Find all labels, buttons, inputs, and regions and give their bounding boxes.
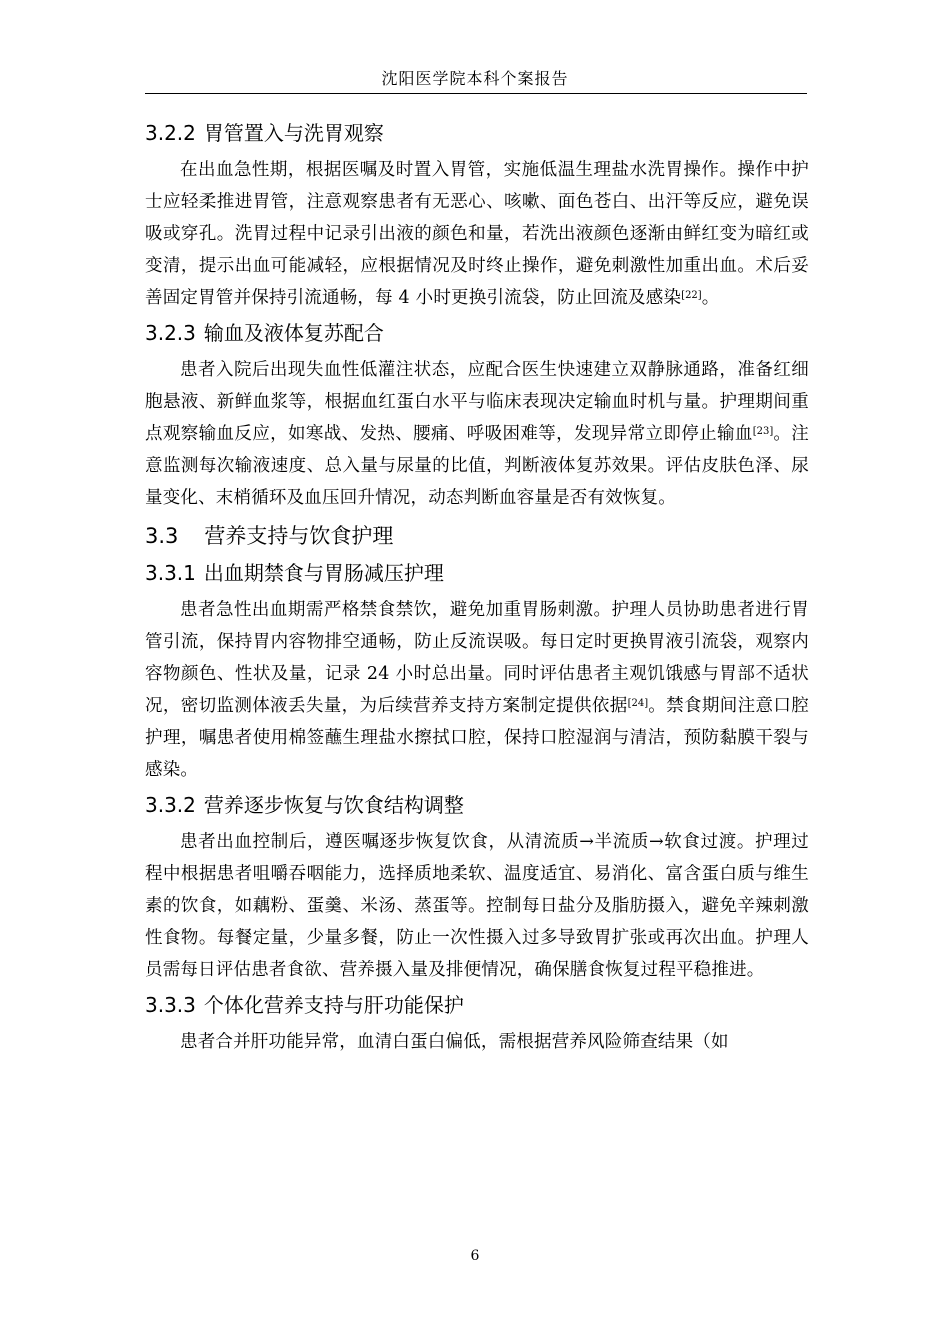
paragraph-text: 患者入院后出现失血性低灌注状态，应配合医生快速建立双静脉通路，准备红细胞悬液、新鲜血浆等，根据血红蛋白水平与临床表现决定输血时机与量。护理期间重点观察输血反应，如寒战、发热、腰痛、呼吸困难等，发现异常立即停止输血 [145,360,809,444]
heading-3-3-3 [145,990,809,1020]
paragraph-text: 在出血急性期，根据医嘱及时置入胃管，实施低温生理盐水洗胃操作。操作中护士应轻柔推进胃管，注意观察患者有无恶心、咳嗽、面色苍白、出汗等反应，避免误吸或穿孔。洗胃过程中记录引出液的颜色和量，若洗出液颜色逐渐由鲜红变为暗红或变清，提示出血可能减轻，应根据情况及时终止操作，避免刺激性加重出血。术后妥善固定胃管并保持引流通畅，每 4 小时更换引流袋，防止回流及感染 [145,160,809,308]
paragraph-text: 。禁食期间注意口腔护理，嘱患者使用棉签蘸生理盐水擦拭口腔，保持口腔湿润与清洁，预防黏膜干裂与感染。 [145,696,809,780]
section-title: 胃管置入与洗胃观察 [203,121,384,145]
section-number: 3.3.1 [145,561,196,585]
document-body [145,114,809,1058]
section-number: 3.2.2 [145,121,196,145]
heading-3-3-2 [145,790,809,820]
paragraph-text: 患者急性出血期需严格禁食禁饮，避免加重胃肠刺激。护理人员协助患者进行胃管引流，保持胃内容物排空通畅，防止反流误吸。每日定时更换胃液引流袋，观察内容物颜色、性状及量，记录 24 小时总出量。同时评估患者主观饥饿感与胃部不适状况，密切监测体液丢失量，为后续营养支持方案制定提供依据 [145,600,809,716]
section-number: 3.3.2 [145,793,196,817]
citation-ref: [22] [681,290,702,301]
section-title: 营养支持与饮食护理 [204,524,394,548]
paragraph-3-2-3 [145,354,809,514]
section-title: 出血期禁食与胃肠减压护理 [203,561,444,585]
heading-3-2-3 [145,318,809,348]
heading-3-2-2 [145,118,809,148]
section-title: 输血及液体复苏配合 [203,321,384,345]
citation-ref: [24] [627,698,649,709]
section-number: 3.3 [145,524,179,548]
paragraph-text: 。注意监测每次输液速度、总入量与尿量的比值，判断液体复苏效果。评估皮肤色泽、尿量变化、末梢循环及血压回升情况，动态判断血容量是否有效恢复。 [145,424,809,508]
paragraph-3-2-2 [145,154,809,314]
heading-3-3 [145,520,809,552]
paragraph-3-3-3: 患者合并肝功能异常，血清白蛋白偏低，需根据营养风险筛查结果（如 [180,1032,729,1052]
section-title: 个体化营养支持与肝功能保护 [203,993,464,1017]
citation-ref: [23] [752,426,774,437]
section-number: 3.3.3 [145,993,196,1017]
header-rule [145,93,807,94]
section-number: 3.2.3 [145,321,196,345]
section-title: 营养逐步恢复与饮食结构调整 [203,793,464,817]
paragraph-3-3-2: 患者出血控制后，遵医嘱逐步恢复饮食，从清流质→半流质→软食过渡。护理过程中根据患者咀嚼吞咽能力，选择质地柔软、温度适宜、易消化、富含蛋白质与维生素的饮食，如藕粉、蛋羹、米汤、蒸蛋等。控制每日盐分及脂肪摄入，避免辛辣刺激性食物。每餐定量，少量多餐，防止一次性摄入过多导致胃扩张或再次出血。护理人员需每日评估患者食欲、营养摄入量及排便情况，确保膳食恢复过程平稳推进。 [145,832,809,980]
heading-3-3-1 [145,558,809,588]
paragraph-3-3-1 [145,594,809,786]
page-header: 沈阳医学院本科个案报告 [381,69,569,88]
paragraph-text: 。 [701,288,720,308]
page-number: 6 [470,1248,480,1264]
